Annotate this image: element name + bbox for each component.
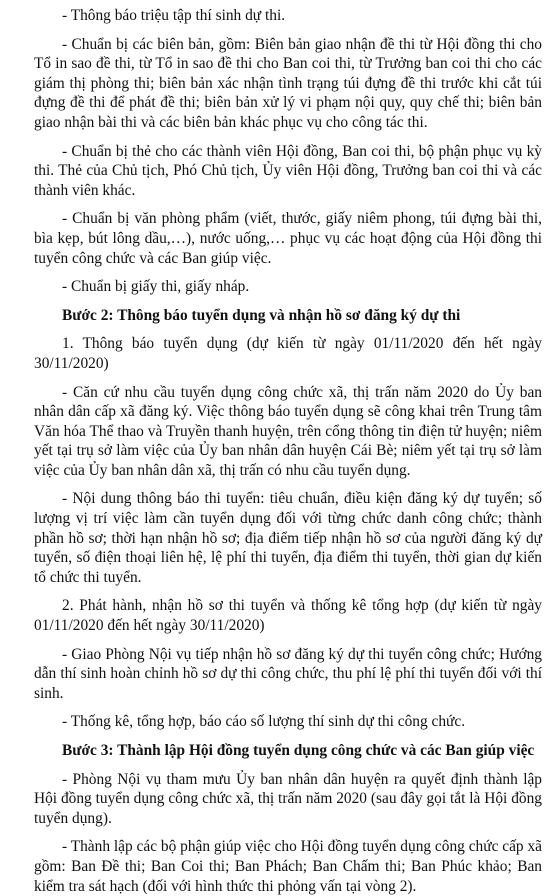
paragraph-notice-basis: - Căn cứ nhu cầu tuyển dụng công chức xã, thị trấn năm 2020 do Ủy ban nhân dân cấp xã đăng ký. Việc thông báo tuyển dụng sẽ công khai trên Trung tâm Văn hóa Thể thao và Truyền thanh huyện, trên cổng thông tin điện tử huyện; niêm yết tại trụ sở làm việc của Ủy ban nhân dân huyện Cái Bè; niêm yết tại trụ sở làm việc của Ủy ban nhân dân xã, thị trấn có nhu cầu tuyển dụng. bbox=[34, 383, 542, 479]
paragraph-notice-content: - Nội dung thông báo thi tuyển: tiêu chuẩn, điều kiện đăng ký dự tuyển; số lượng vị trí việc làm cần tuyển dụng đối với từng chức danh công chức; thành phần hồ sơ; thời hạn nhận hồ sơ; địa điểm tiếp nhận hồ sơ của người đăng ký dự tuyển, số điện thoại liên hệ, lệ phí thi tuyển, địa điểm thi tuyển, thời gian dự kiến tổ chức thi tuyển. bbox=[34, 490, 542, 586]
paragraph-prepare-minutes: - Chuẩn bị các biên bản, gồm: Biên bản giao nhận đề thi từ Hội đồng thi cho Tổ in sao đề thi, từ Tổ in sao đề thi cho Ban coi thi, từ Trưởng ban coi thi cho các giám thị phòng thi; biên bản xác nhận tình trạng túi đựng đề thi trước khi cắt túi đựng đề thi để phát đề thi; biên bản xử lý vi phạm nội quy, quy chế thi; biên bản giao nhận bài thi và các biên bản khác phục vụ cho công tác thi. bbox=[34, 35, 542, 131]
paragraph-receive-applications: 2. Phát hành, nhận hồ sơ thi tuyển và thống kê tổng hợp (dự kiến từ ngày 01/11/2020 đến hết ngày 30/11/2020) bbox=[34, 597, 542, 635]
paragraph-establish-council: - Phòng Nội vụ tham mưu Ủy ban nhân dân huyện ra quyết định thành lập Hội đồng tuyển dụng công chức xã, thị trấn năm 2020 (sau đây gọi tắt là Hội đồng tuyển dụng). bbox=[34, 770, 542, 827]
paragraph-prepare-paper: - Chuẩn bị giấy thi, giấy nháp. bbox=[62, 278, 250, 296]
paragraph-recruitment-notice: 1. Thông báo tuyển dụng (dự kiến từ ngày 01/11/2020 đến hết ngày 30/11/2020) bbox=[34, 335, 542, 372]
heading-step-2: Bước 2: Thông báo tuyển dụng và nhận hồ sơ đăng ký dự thi bbox=[62, 306, 461, 324]
paragraph-prepare-cards: - Chuẩn bị thẻ cho các thành viên Hội đồng, Ban coi thi, bộ phận phục vụ kỳ thi. Thẻ của Chủ tịch, Phó Chủ tịch, Ủy viên Hội đồng, Trưởng ban coi thi và các thành viên khác. bbox=[34, 142, 542, 199]
heading-step-3: Bước 3: Thành lập Hội đồng tuyển dụng công chức và các Ban giúp việc bbox=[62, 742, 535, 759]
paragraph-assign-home-affairs: - Giao Phòng Nội vụ tiếp nhận hồ sơ đăng ký dự thi tuyển công chức; Hướng dẫn thí sinh hoàn chỉnh hồ sơ dự thi công chức, thu phí lệ phí thi tuyển đối với thí sinh. bbox=[34, 645, 542, 702]
paragraph-support-boards: - Thành lập các bộ phận giúp việc cho Hội đồng tuyển dụng công chức cấp xã gồm: Ban Đề thi; Ban Coi thi; Ban Phách; Ban Chấm thi; Ban Phúc khảo; Ban kiểm tra sát hạch (đối với hình thức thi phỏng vấn tại vòng 2). bbox=[34, 838, 542, 895]
paragraph-prepare-stationery: - Chuẩn bị văn phòng phẩm (viết, thước, giấy niêm phong, túi đựng bài thi, bìa kẹp, bút lông dầu,…), nước uống,… phục vụ các hoạt động của Hội đồng thi tuyển công chức và các Ban giúp việc. bbox=[34, 210, 542, 267]
paragraph-notify-candidates: - Thông báo triệu tập thí sinh dự thi. bbox=[62, 7, 286, 24]
paragraph-statistics-report: - Thống kê, tổng hợp, báo cáo số lượng thí sinh dự thi công chức. bbox=[62, 713, 466, 731]
